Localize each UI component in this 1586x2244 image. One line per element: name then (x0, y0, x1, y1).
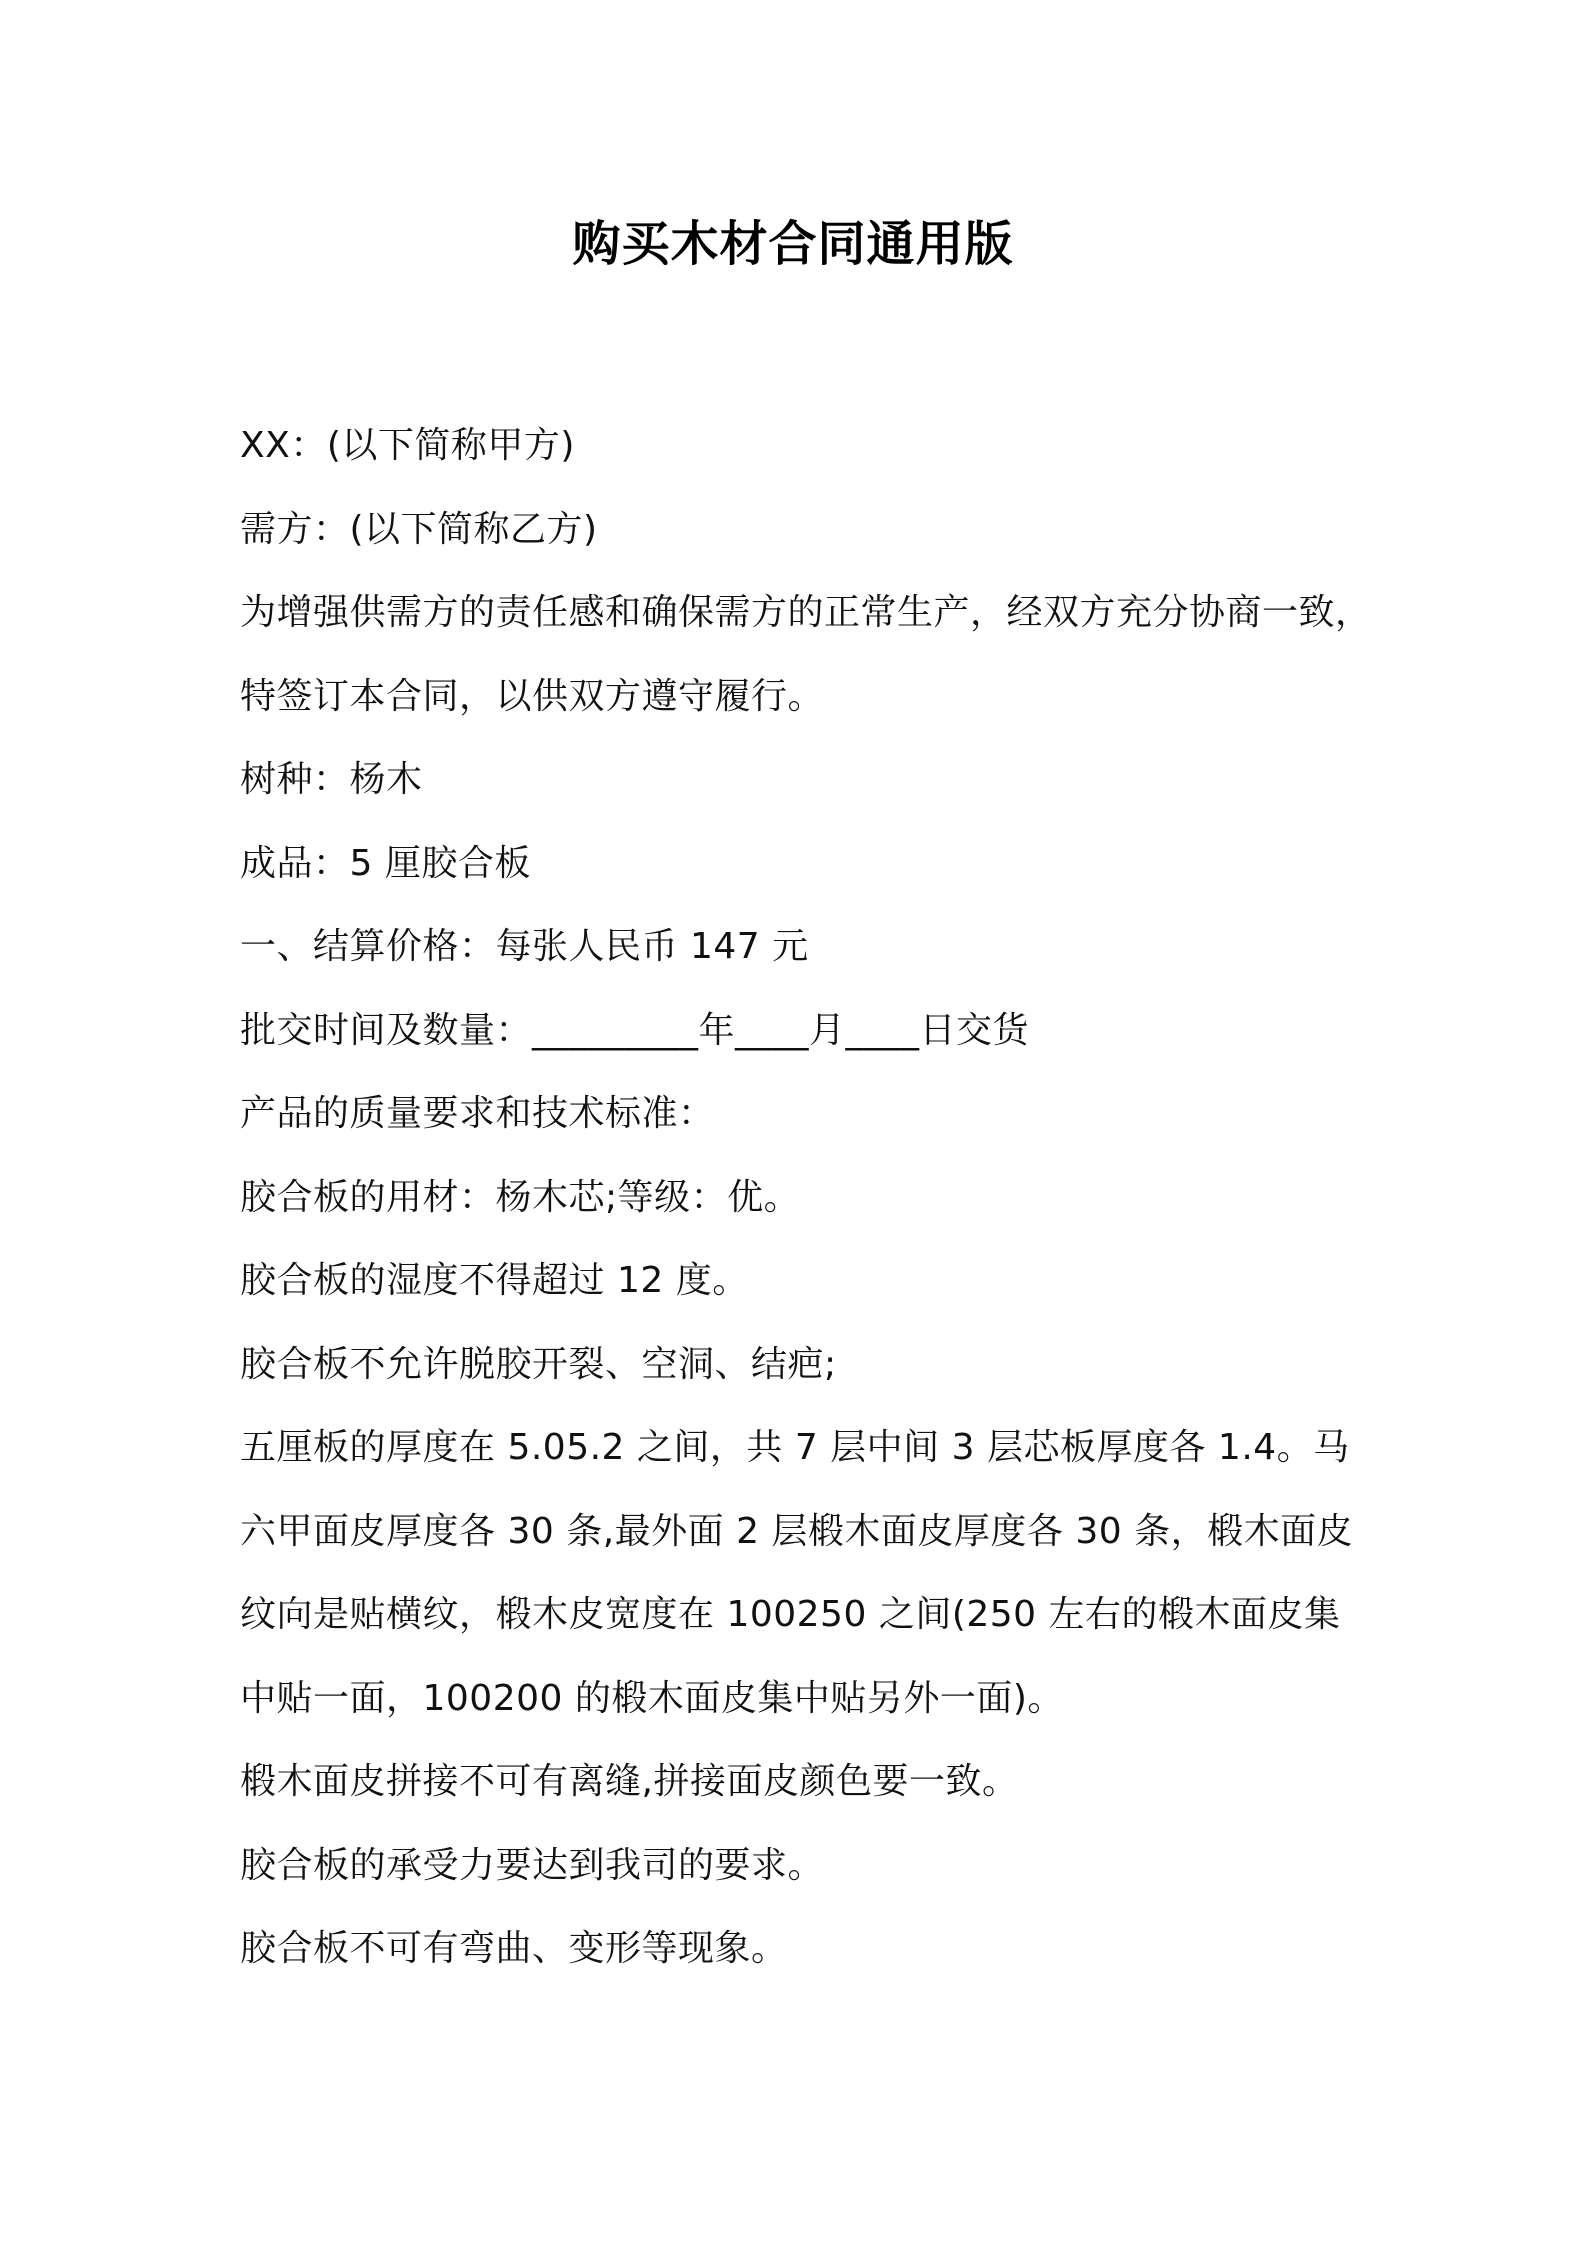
party-b-line: 需方：(以下简称乙方) (240, 508, 598, 550)
veneer-joint-requirement: 椴木面皮拼接不可有离缝,拼接面皮颜色要一致。 (240, 1761, 1019, 1802)
delivery-clause: 批交时间及数量：_________年____月____日交货 (240, 1009, 1030, 1051)
material-requirement: 胶合板的用材：杨木芯;等级：优。 (240, 1176, 801, 1218)
thickness-requirement-line-1: 五厘板的厚度在 5.05.2 之间，共 7 层中间 3 层芯板厚度各 1.4。马 (240, 1427, 1350, 1468)
preamble-line-2: 特签订本合同，以供双方遵守履行。 (240, 675, 825, 717)
price-clause: 一、结算价格：每张人民币 147 元 (240, 926, 809, 967)
wood-species-line: 树种：杨木 (240, 759, 423, 800)
defect-requirement: 胶合板不允许脱胶开裂、空洞、结疤; (240, 1343, 837, 1385)
product-line: 成品：5 厘胶合板 (240, 842, 531, 884)
thickness-requirement-line-3: 纹向是贴横纹，椴木皮宽度在 100250 之间(250 左右的椴木面皮集 (240, 1594, 1341, 1635)
thickness-requirement-line-4: 中贴一面，100200 的椴木面皮集中贴另外一面)。 (240, 1677, 1064, 1719)
document-title: 购买木材合同通用版 (572, 216, 1014, 272)
preamble-line-1: 为增强供需方的责任感和确保需方的正常生产，经双方充分协商一致， (240, 592, 1372, 633)
load-requirement: 胶合板的承受力要达到我司的要求。 (240, 1844, 825, 1886)
document-body (240, 404, 1372, 1991)
party-a-line: XX：(以下简称甲方) (240, 425, 575, 466)
deformation-requirement: 胶合板不可有弯曲、变形等现象。 (240, 1928, 788, 1969)
quality-heading: 产品的质量要求和技术标准： (240, 1093, 715, 1134)
humidity-requirement: 胶合板的湿度不得超过 12 度。 (240, 1260, 749, 1301)
thickness-requirement-line-2: 六甲面皮厚度各 30 条,最外面 2 层椴木面皮厚度各 30 条，椴木面皮 (240, 1510, 1354, 1552)
